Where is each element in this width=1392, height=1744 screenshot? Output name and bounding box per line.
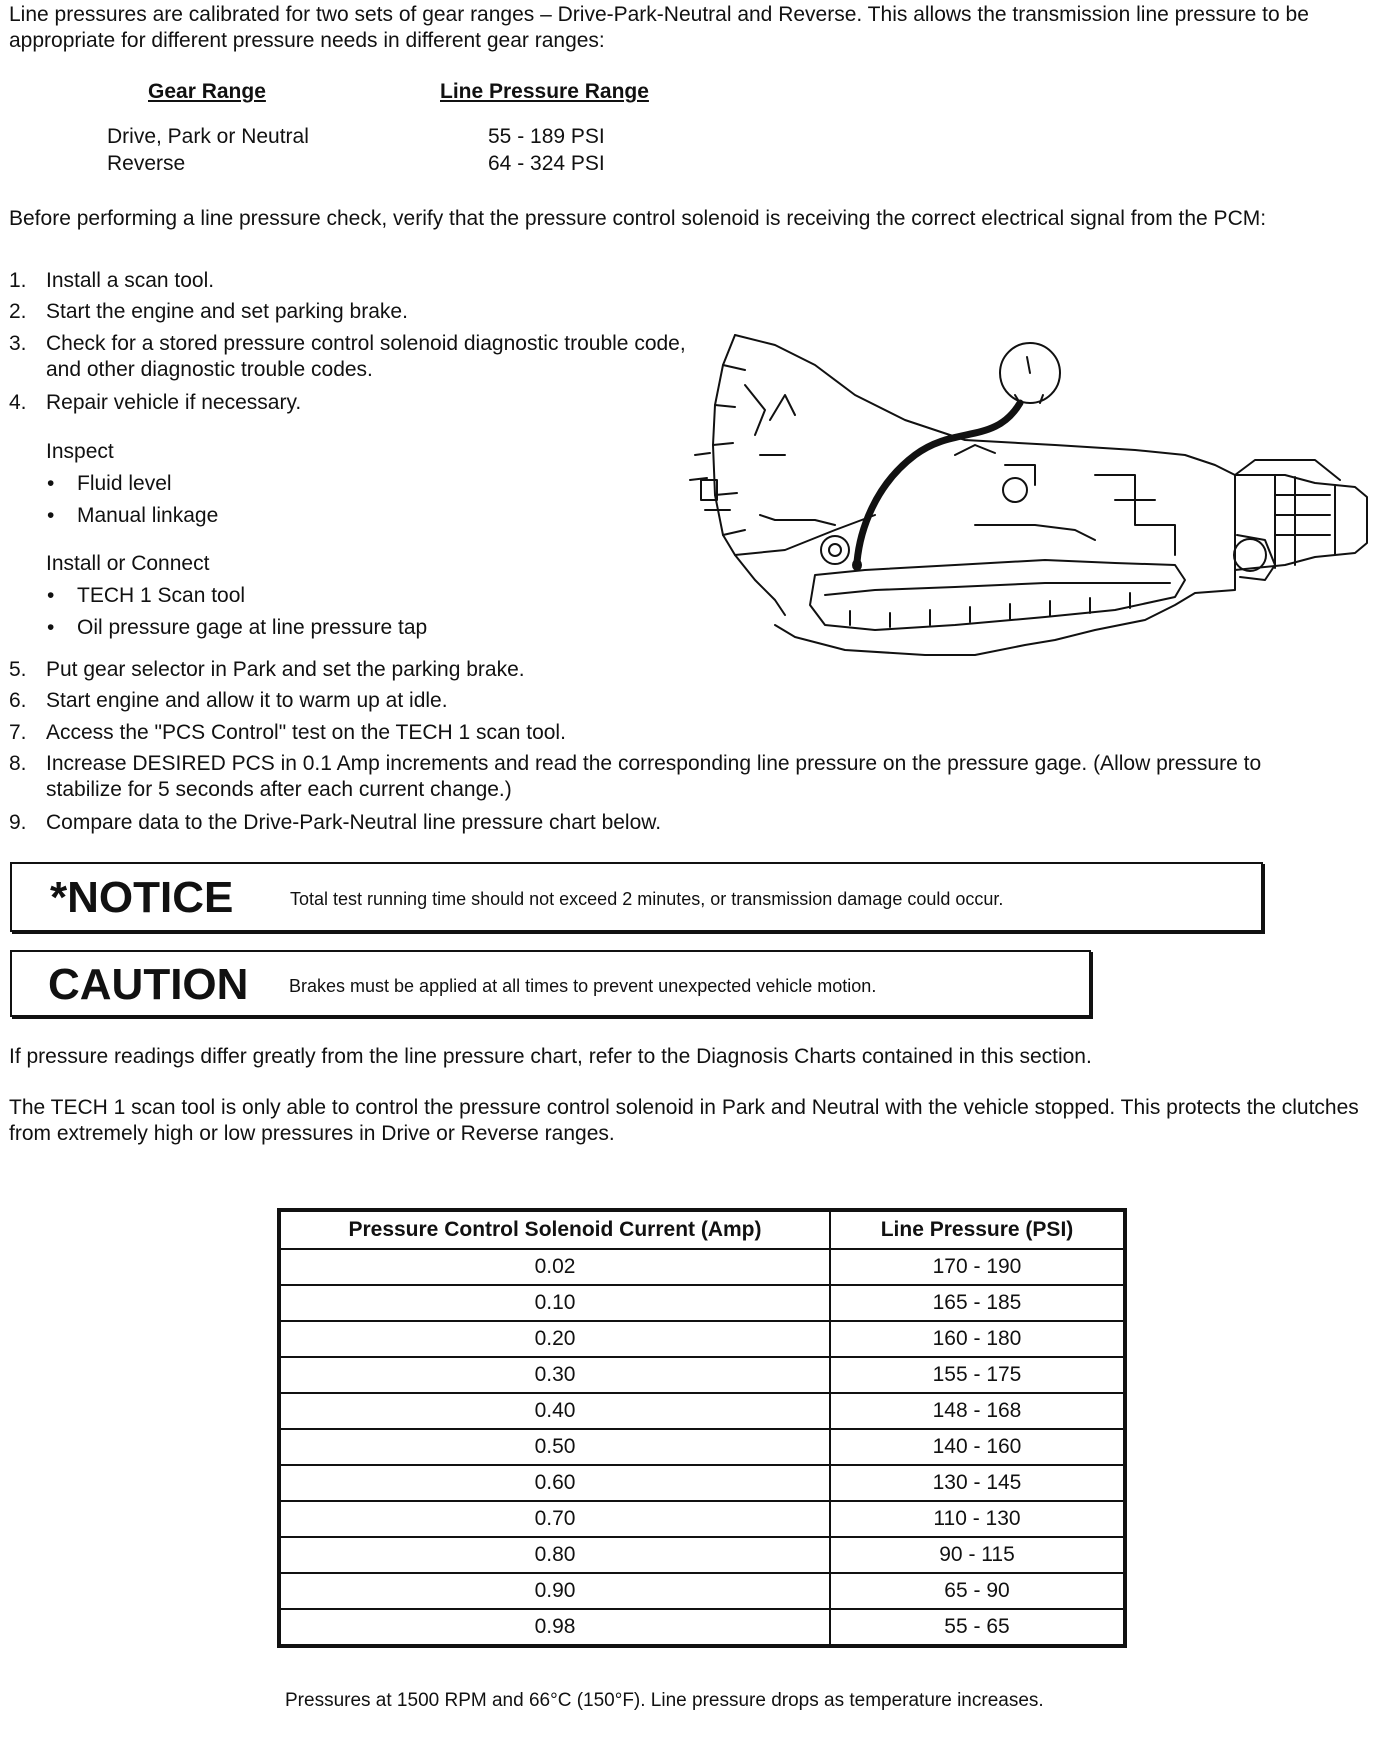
install-item-text: Oil pressure gage at line pressure tap <box>77 616 428 639</box>
current-cell: 0.40 <box>280 1393 830 1429</box>
table-row <box>280 1285 1124 1321</box>
table-row <box>280 1573 1124 1609</box>
current-cell: 0.02 <box>280 1249 830 1285</box>
gear-range-header: Gear Range <box>148 80 266 103</box>
pressure-cell: 148 - 168 <box>830 1393 1124 1429</box>
step-number: 3. <box>9 332 27 355</box>
current-cell: 0.90 <box>280 1573 830 1609</box>
range-pressure-reverse: 64 - 324 PSI <box>488 152 605 175</box>
table-footnote: Pressures at 1500 RPM and 66°C (150°F). Line pressure drops as temperature increases. <box>285 1690 1044 1711</box>
column-header-pressure: Line Pressure (PSI) <box>830 1211 1124 1249</box>
step-number: 1. <box>9 269 27 292</box>
step-text: Start engine and allow it to warm up at idle. <box>46 689 448 712</box>
table-row <box>280 1321 1124 1357</box>
install-item-text: TECH 1 Scan tool <box>77 584 246 607</box>
transmission-gauge-illustration <box>675 325 1375 695</box>
step-text: Check for a stored pressure control solenoid diagnostic trouble code, and other diagnostic trouble codes. <box>46 332 686 382</box>
step-number: 8. <box>9 752 27 775</box>
step-6 <box>9 688 1372 714</box>
step-number: 2. <box>9 300 27 323</box>
current-cell: 0.10 <box>280 1285 830 1321</box>
pressure-cell: 160 - 180 <box>830 1321 1124 1357</box>
step-number: 4. <box>9 391 27 414</box>
step-text: Access the "PCS Control" test on the TECH 1 scan tool. <box>46 721 566 744</box>
step-8 <box>9 751 1302 804</box>
pressure-cell: 90 - 115 <box>830 1537 1124 1573</box>
caution-text: Brakes must be applied at all times to prevent unexpected vehicle motion. <box>289 976 877 996</box>
inspect-item <box>47 471 172 497</box>
step-text: Increase DESIRED PCS in 0.1 Amp increments and read the corresponding line pressure on the pressure gage. (Allow pressure to stabilize for 5 seconds after each current change.) <box>46 752 1262 802</box>
range-gear-drive: Drive, Park or Neutral <box>107 125 309 148</box>
inspect-heading: Inspect <box>46 440 114 463</box>
table-row <box>280 1357 1124 1393</box>
inspect-item-text: Manual linkage <box>77 504 219 527</box>
bullet-glyph: • <box>47 504 55 527</box>
notice-text: Total test running time should not exceed 2 minutes, or transmission damage could occur. <box>290 889 1004 909</box>
table-row <box>280 1249 1124 1285</box>
pressure-cell: 55 - 65 <box>830 1609 1124 1645</box>
current-cell: 0.20 <box>280 1321 830 1357</box>
pressure-cell: 65 - 90 <box>830 1573 1124 1609</box>
table-row <box>280 1501 1124 1537</box>
table-row <box>280 1537 1124 1573</box>
pressure-cell: 140 - 160 <box>830 1429 1124 1465</box>
notice-box <box>10 862 1263 932</box>
inspect-item-text: Fluid level <box>77 472 172 495</box>
step-text: Repair vehicle if necessary. <box>46 391 302 414</box>
tech1-paragraph: The TECH 1 scan tool is only able to control the pressure control solenoid in Park and Neutral with the vehicle stopped. This protects the clutches from extremely high or low pressures in Drive or Reverse ranges. <box>9 1096 1359 1146</box>
pressure-cell: 130 - 145 <box>830 1465 1124 1501</box>
table-row <box>280 1429 1124 1465</box>
pressure-cell: 170 - 190 <box>830 1249 1124 1285</box>
step-text: Put gear selector in Park and set the parking brake. <box>46 658 525 681</box>
differ-paragraph: If pressure readings differ greatly from the line pressure chart, refer to the Diagnosis Charts contained in this section. <box>9 1045 1092 1068</box>
step-number: 9. <box>9 811 27 834</box>
table-row <box>280 1609 1124 1645</box>
table-header-row <box>280 1211 1124 1249</box>
current-cell: 0.50 <box>280 1429 830 1465</box>
range-gear-reverse: Reverse <box>107 152 186 175</box>
caution-box <box>10 950 1091 1017</box>
step-2 <box>9 299 692 325</box>
bullet-glyph: • <box>47 584 55 607</box>
step-4 <box>9 390 692 416</box>
table-row <box>280 1465 1124 1501</box>
intro-paragraph: Line pressures are calibrated for two sets of gear ranges – Drive-Park-Neutral and Reverse. This allows the transmission line pressure to be appropriate for different pressure needs in different gear ranges: <box>9 3 1309 53</box>
step-number: 7. <box>9 721 27 744</box>
pressure-range-header: Line Pressure Range <box>440 80 649 103</box>
install-heading: Install or Connect <box>46 552 210 575</box>
step-text: Compare data to the Drive-Park-Neutral line pressure chart below. <box>46 811 662 834</box>
current-cell: 0.70 <box>280 1501 830 1537</box>
step-number: 5. <box>9 658 27 681</box>
pressure-chart-table <box>279 1210 1125 1646</box>
bullet-glyph: • <box>47 472 55 495</box>
install-item <box>47 583 245 609</box>
current-cell: 0.30 <box>280 1357 830 1393</box>
step-3 <box>9 331 692 384</box>
bullet-glyph: • <box>47 616 55 639</box>
step-text: Start the engine and set parking brake. <box>46 300 408 323</box>
current-cell: 0.80 <box>280 1537 830 1573</box>
inspect-item <box>47 503 218 529</box>
current-cell: 0.98 <box>280 1609 830 1645</box>
step-9 <box>9 810 1372 836</box>
step-number: 6. <box>9 689 27 712</box>
step-1 <box>9 268 692 294</box>
column-header-current: Pressure Control Solenoid Current (Amp) <box>280 1211 830 1249</box>
range-pressure-drive: 55 - 189 PSI <box>488 125 605 148</box>
current-cell: 0.60 <box>280 1465 830 1501</box>
caution-label: CAUTION <box>48 960 249 1009</box>
step-text: Install a scan tool. <box>46 269 215 292</box>
table-row <box>280 1393 1124 1429</box>
install-item <box>47 615 427 641</box>
step-5 <box>9 657 1372 683</box>
pressure-cell: 155 - 175 <box>830 1357 1124 1393</box>
pressure-cell: 110 - 130 <box>830 1501 1124 1537</box>
before-check-paragraph: Before performing a line pressure check, verify that the pressure control solenoid is receiving the correct electrical signal from the PCM: <box>9 207 1267 230</box>
notice-label: *NOTICE <box>50 873 234 922</box>
step-7 <box>9 720 1372 746</box>
pressure-cell: 165 - 185 <box>830 1285 1124 1321</box>
